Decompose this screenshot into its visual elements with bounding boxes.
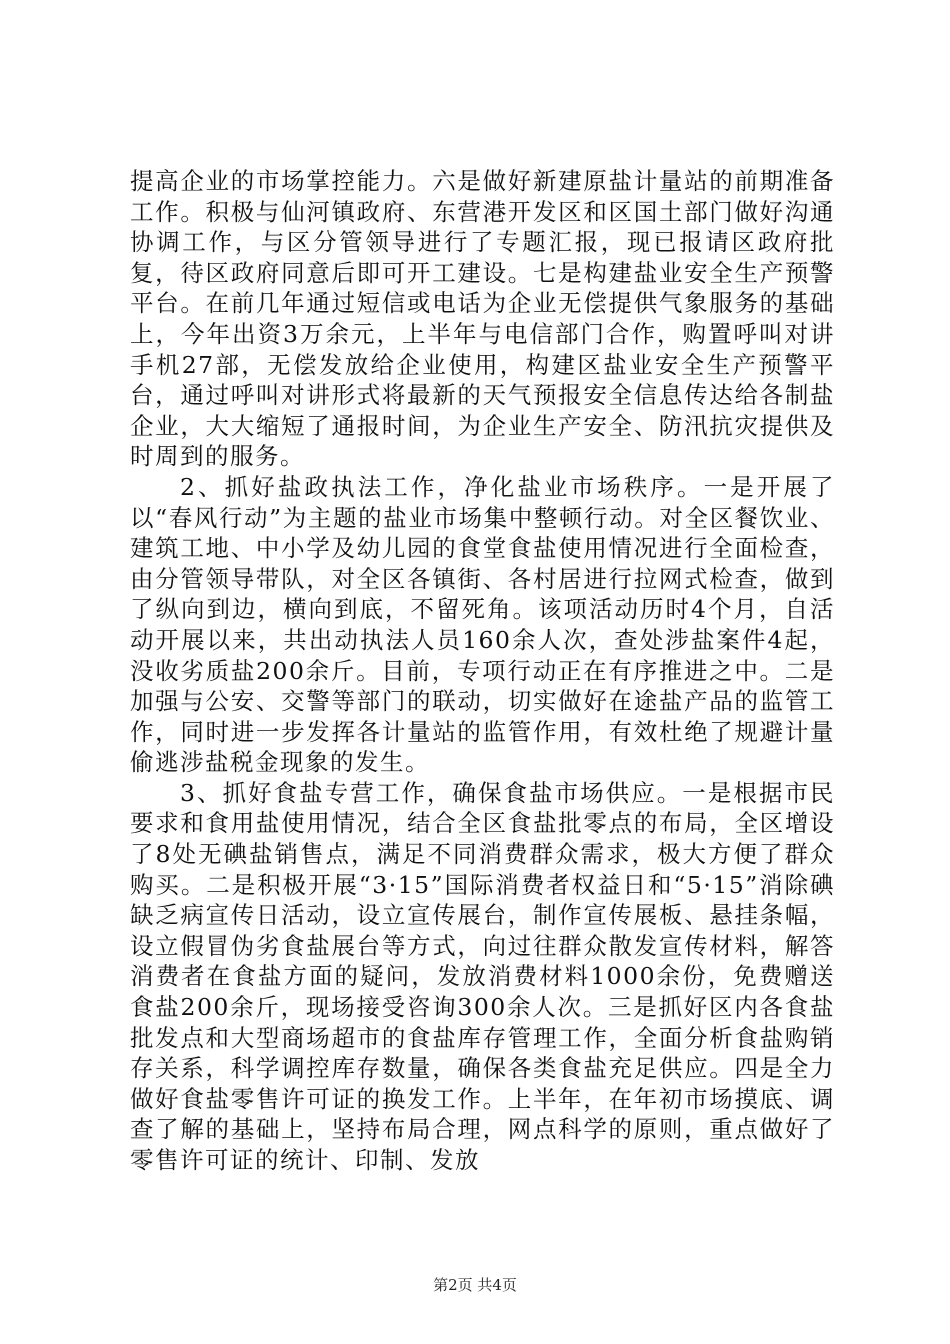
document-body <box>130 166 835 1176</box>
page-footer <box>0 1275 950 1295</box>
paragraph-salt-law-enforcement: 2、抓好盐政执法工作，净化盐业市场秩序。一是开展了以“春风行动”为主题的盐业市场集中整顿行动。对全区餐饮业、建筑工地、中小学及幼儿园的食堂食盐使用情况进行全面检查，由分管领导带队，对全区各镇街、各村居进行拉网式检查，做到了纵向到边，横向到底，不留死角。该项活动历时4个月，自活动开展以来，共出动执法人员160余人次，查处涉盐案件4起，没收劣质盐200余斤。目前，专项行动正在有序推进之中。二是加强与公安、交警等部门的联动，切实做好在途盐产品的监管工作，同时进一步发挥各计量站的监管作用，有效杜绝了规避计量偷逃涉盐税金现象的发生。 <box>130 472 835 777</box>
paragraph-continuation: 提高企业的市场掌控能力。六是做好新建原盐计量站的前期准备工作。积极与仙河镇政府、东营港开发区和区国土部门做好沟通协调工作，与区分管领导进行了专题汇报，现已报请区政府批复，待区政府同意后即可开工建设。七是构建盐业安全生产预警平台。在前几年通过短信或电话为企业无偿提供气象服务的基础上，今年出资3万余元，上半年与电信部门合作，购置呼叫对讲手机27部，无偿发放给企业使用，构建区盐业安全生产预警平台，通过呼叫对讲形式将最新的天气预报安全信息传达给各制盐企业，大大缩短了通报时间，为企业生产安全、防汛抗灾提供及时周到的服务。 <box>130 167 835 471</box>
page-number-label: 第2页 共4页 <box>433 1276 517 1294</box>
paragraph-edible-salt-monopoly: 3、抓好食盐专营工作，确保食盐市场供应。一是根据市民要求和食用盐使用情况，结合全区食盐批零点的布局，全区增设了8处无碘盐销售点，满足不同消费群众需求，极大方便了群众购买。二是积极开展“3·15”国际消费者权益日和“5·15”消除碘缺乏病宣传日活动，设立宣传展台，制作宣传展板、悬挂条幅，设立假冒伪劣食盐展台等方式，向过往群众散发宣传材料，解答消费者在食盐方面的疑问，发放消费材料1000余份，免费赠送食盐200余斤，现场接受咨询300余人次。三是抓好区内各食盐批发点和大型商场超市的食盐库存管理工作，全面分析食盐购销存关系，科学调控库存数量，确保各类食盐充足供应。四是全力做好食盐零售许可证的换发工作。上半年，在年初市场摸底、调查了解的基础上，坚持布局合理，网点科学的原则，重点做好了零售许可证的统计、印制、发放 <box>130 778 835 1174</box>
